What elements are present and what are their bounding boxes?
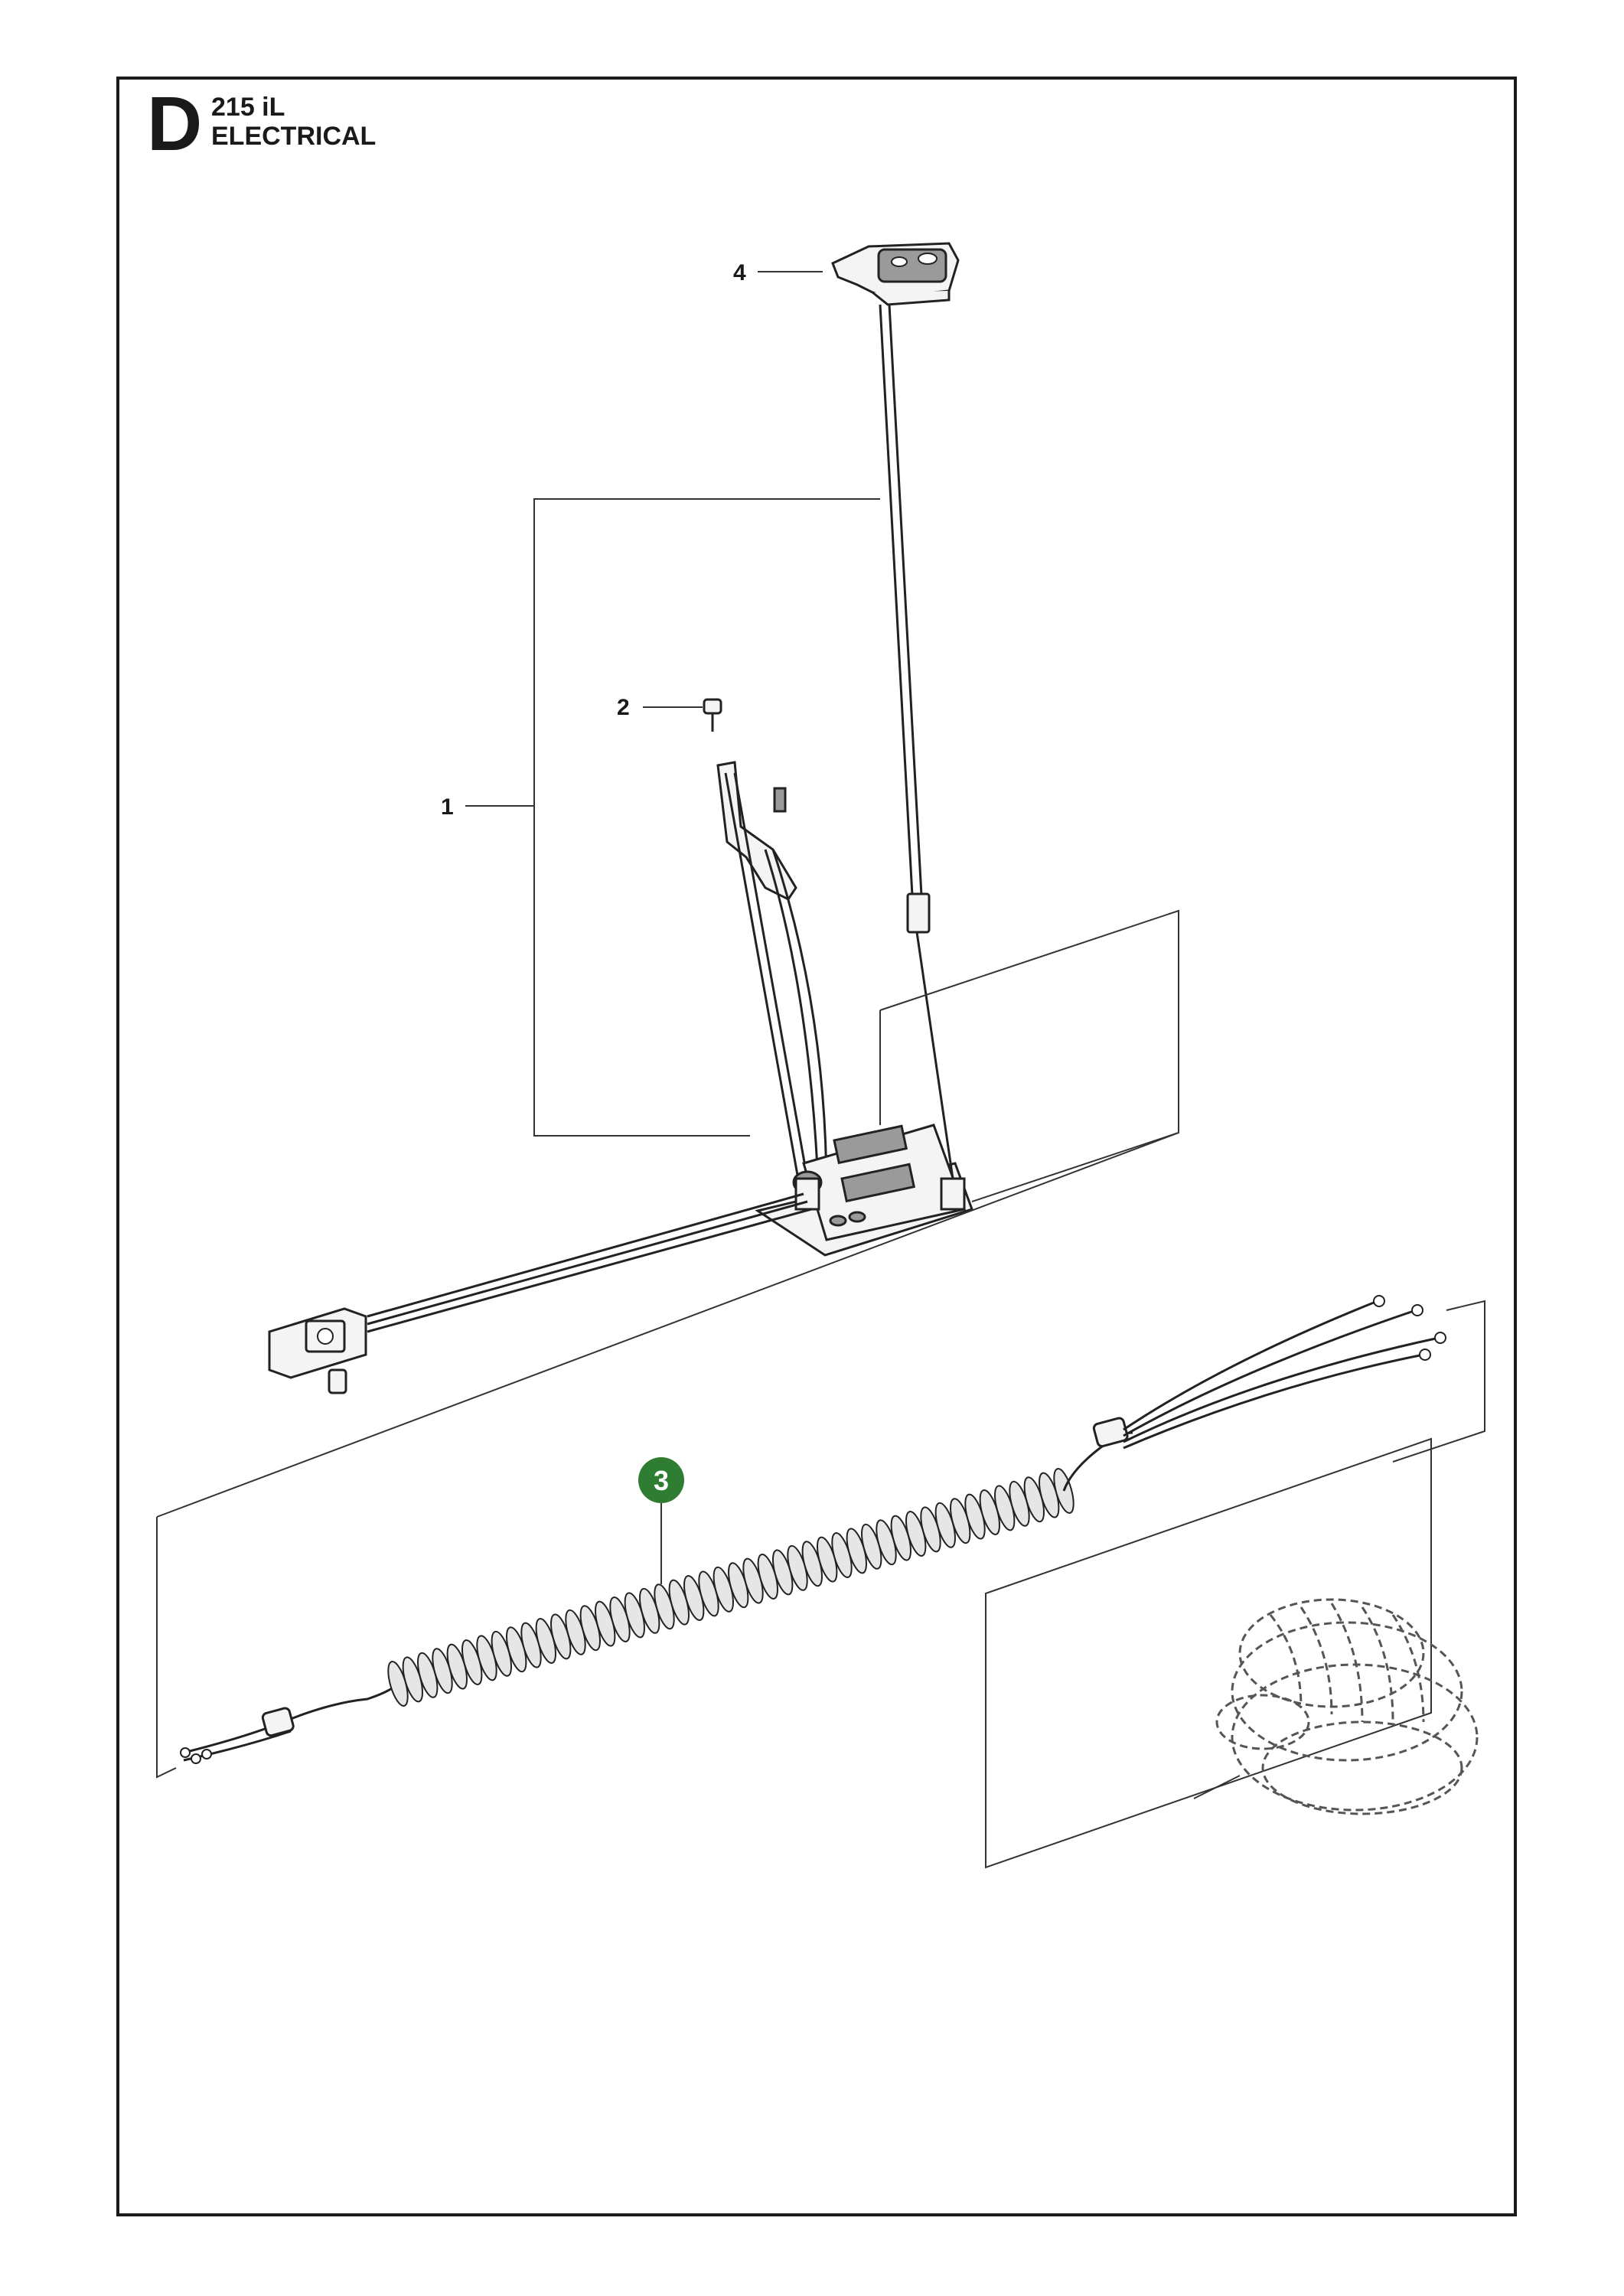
callout-2-label: 2 <box>617 695 630 720</box>
section-title: ELECTRICAL <box>211 122 377 151</box>
callout-4-label: 4 <box>733 260 746 285</box>
callout-1-leader-top <box>465 499 880 806</box>
callout-3-label: 3 <box>653 1465 670 1496</box>
callout-1[interactable] <box>441 499 880 1136</box>
motor-reference <box>1194 1600 1477 1814</box>
coiled-cable-part <box>181 1296 1446 1763</box>
callout-1-label: 1 <box>441 794 454 820</box>
callout-2[interactable] <box>617 695 703 720</box>
coil-frame-left <box>157 1517 176 1777</box>
callout-1-leader-bottom <box>534 806 750 1136</box>
switch-part <box>269 1194 811 1393</box>
callout-4[interactable] <box>733 260 823 285</box>
callout-3[interactable] <box>638 1457 684 1584</box>
model-name: 215 iL <box>211 93 285 122</box>
section-letter: D <box>147 81 203 167</box>
coil-frame-right <box>1393 1301 1485 1462</box>
control-panel-part <box>833 243 958 932</box>
circuit-board-part <box>718 762 972 1255</box>
screw-part <box>704 700 721 732</box>
